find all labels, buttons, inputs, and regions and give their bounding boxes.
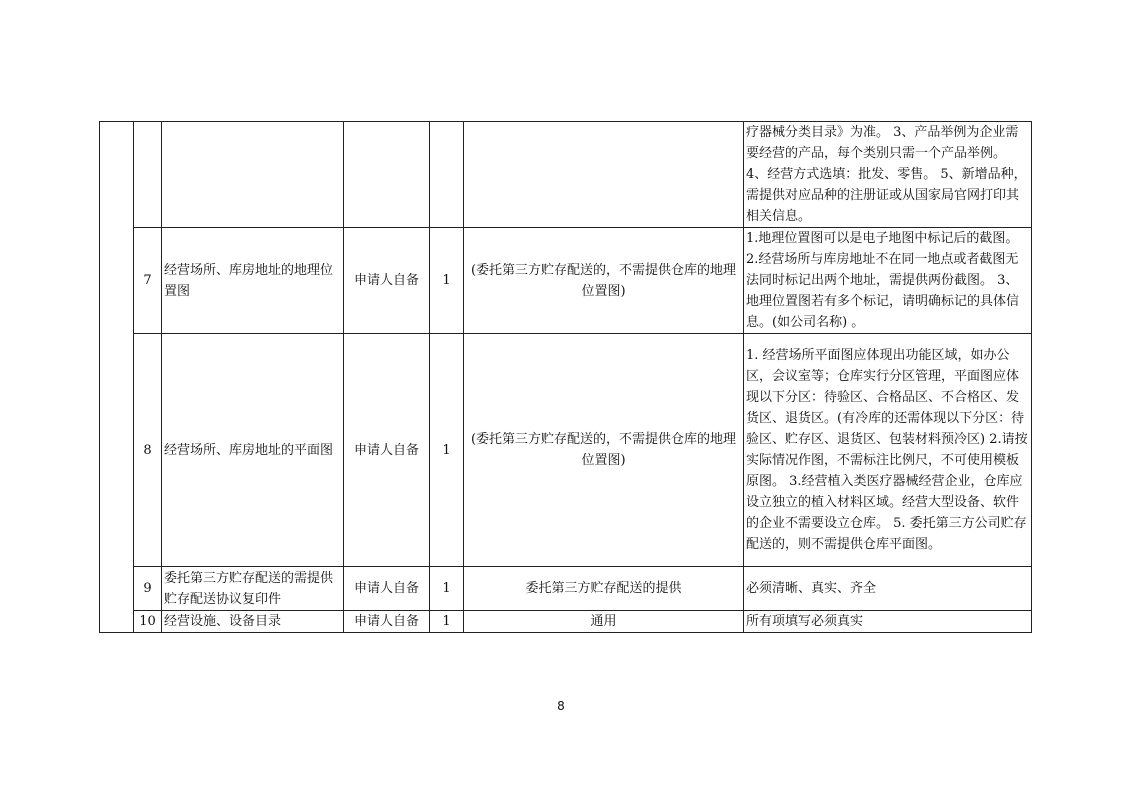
requirement-note: 1. 经营场所平面图应体现出功能区域，如办公区，会议室等；仓库实行分区管理，平面图应体现以下分区：待验区、合格品区、不合格区、发货区、退货区。(有冷库的还需体现以下分区：待验区、贮存区、退货区、包装材料预冷区) 2.请按实际情况作图，不需标注比例尺，不可使用模板原图。 3.经营植入类医疗器械经营企业，仓库应设立独立的植入材料区域。经营大型设备、软件的企业不需要设立仓库。 5. 委托第三方公司贮存配送的，则不需提供仓库平面图。: [744, 334, 1032, 567]
table-row: [100, 611, 1032, 633]
material-name: 经营设施、设备目录: [162, 611, 344, 633]
material-name: [162, 122, 344, 228]
row-number: 7: [134, 228, 162, 334]
page-number: 8: [557, 699, 565, 713]
requirement-note: 1.地理位置图可以是电子地图中标记后的截图。 2.经营场所与库房地址不在同一地点或者截图无法同时标记出两个地址，需提供两份截图。 3、地理位置图若有多个标记，请明确标记的具体信息。(如公司名称) 。: [744, 228, 1032, 334]
copy-count: [430, 122, 464, 228]
submission-condition: 委托第三方贮存配送的提供: [464, 567, 744, 611]
copy-count: 1: [430, 334, 464, 567]
material-source: 申请人自备: [344, 611, 430, 633]
requirements-table: [99, 121, 1032, 633]
material-source: [344, 122, 430, 228]
requirement-note: 疗器械分类目录》为准。 3、产品举例为企业需要经营的产品，每个类别只需一个产品举例。 4、经营方式选填：批发、零售。 5、新增品种，需提供对应品种的注册证或从国家局官网打印其相关信息。: [744, 122, 1032, 228]
material-name: 经营场所、库房地址的平面图: [162, 334, 344, 567]
table-row: [100, 122, 1032, 228]
material-name: 经营场所、库房地址的地理位置图: [162, 228, 344, 334]
material-source: 申请人自备: [344, 567, 430, 611]
requirement-note: 必须清晰、真实、齐全: [744, 567, 1032, 611]
copy-count: 1: [430, 611, 464, 633]
table-row: [100, 567, 1032, 611]
row-number: 10: [134, 611, 162, 633]
table-row: [100, 334, 1032, 567]
copy-count: 1: [430, 228, 464, 334]
submission-condition: [464, 122, 744, 228]
submission-condition: (委托第三方贮存配送的，不需提供仓库的地理位置图): [464, 334, 744, 567]
row-number: 9: [134, 567, 162, 611]
copy-count: 1: [430, 567, 464, 611]
material-name: 委托第三方贮存配送的需提供贮存配送协议复印件: [162, 567, 344, 611]
row-number: 8: [134, 334, 162, 567]
material-source: 申请人自备: [344, 228, 430, 334]
category-cell: [100, 122, 134, 633]
row-number: [134, 122, 162, 228]
requirement-note: 所有项填写必须真实: [744, 611, 1032, 633]
submission-condition: (委托第三方贮存配送的，不需提供仓库的地理位置图): [464, 228, 744, 334]
submission-condition: 通用: [464, 611, 744, 633]
table-row: [100, 228, 1032, 334]
material-source: 申请人自备: [344, 334, 430, 567]
